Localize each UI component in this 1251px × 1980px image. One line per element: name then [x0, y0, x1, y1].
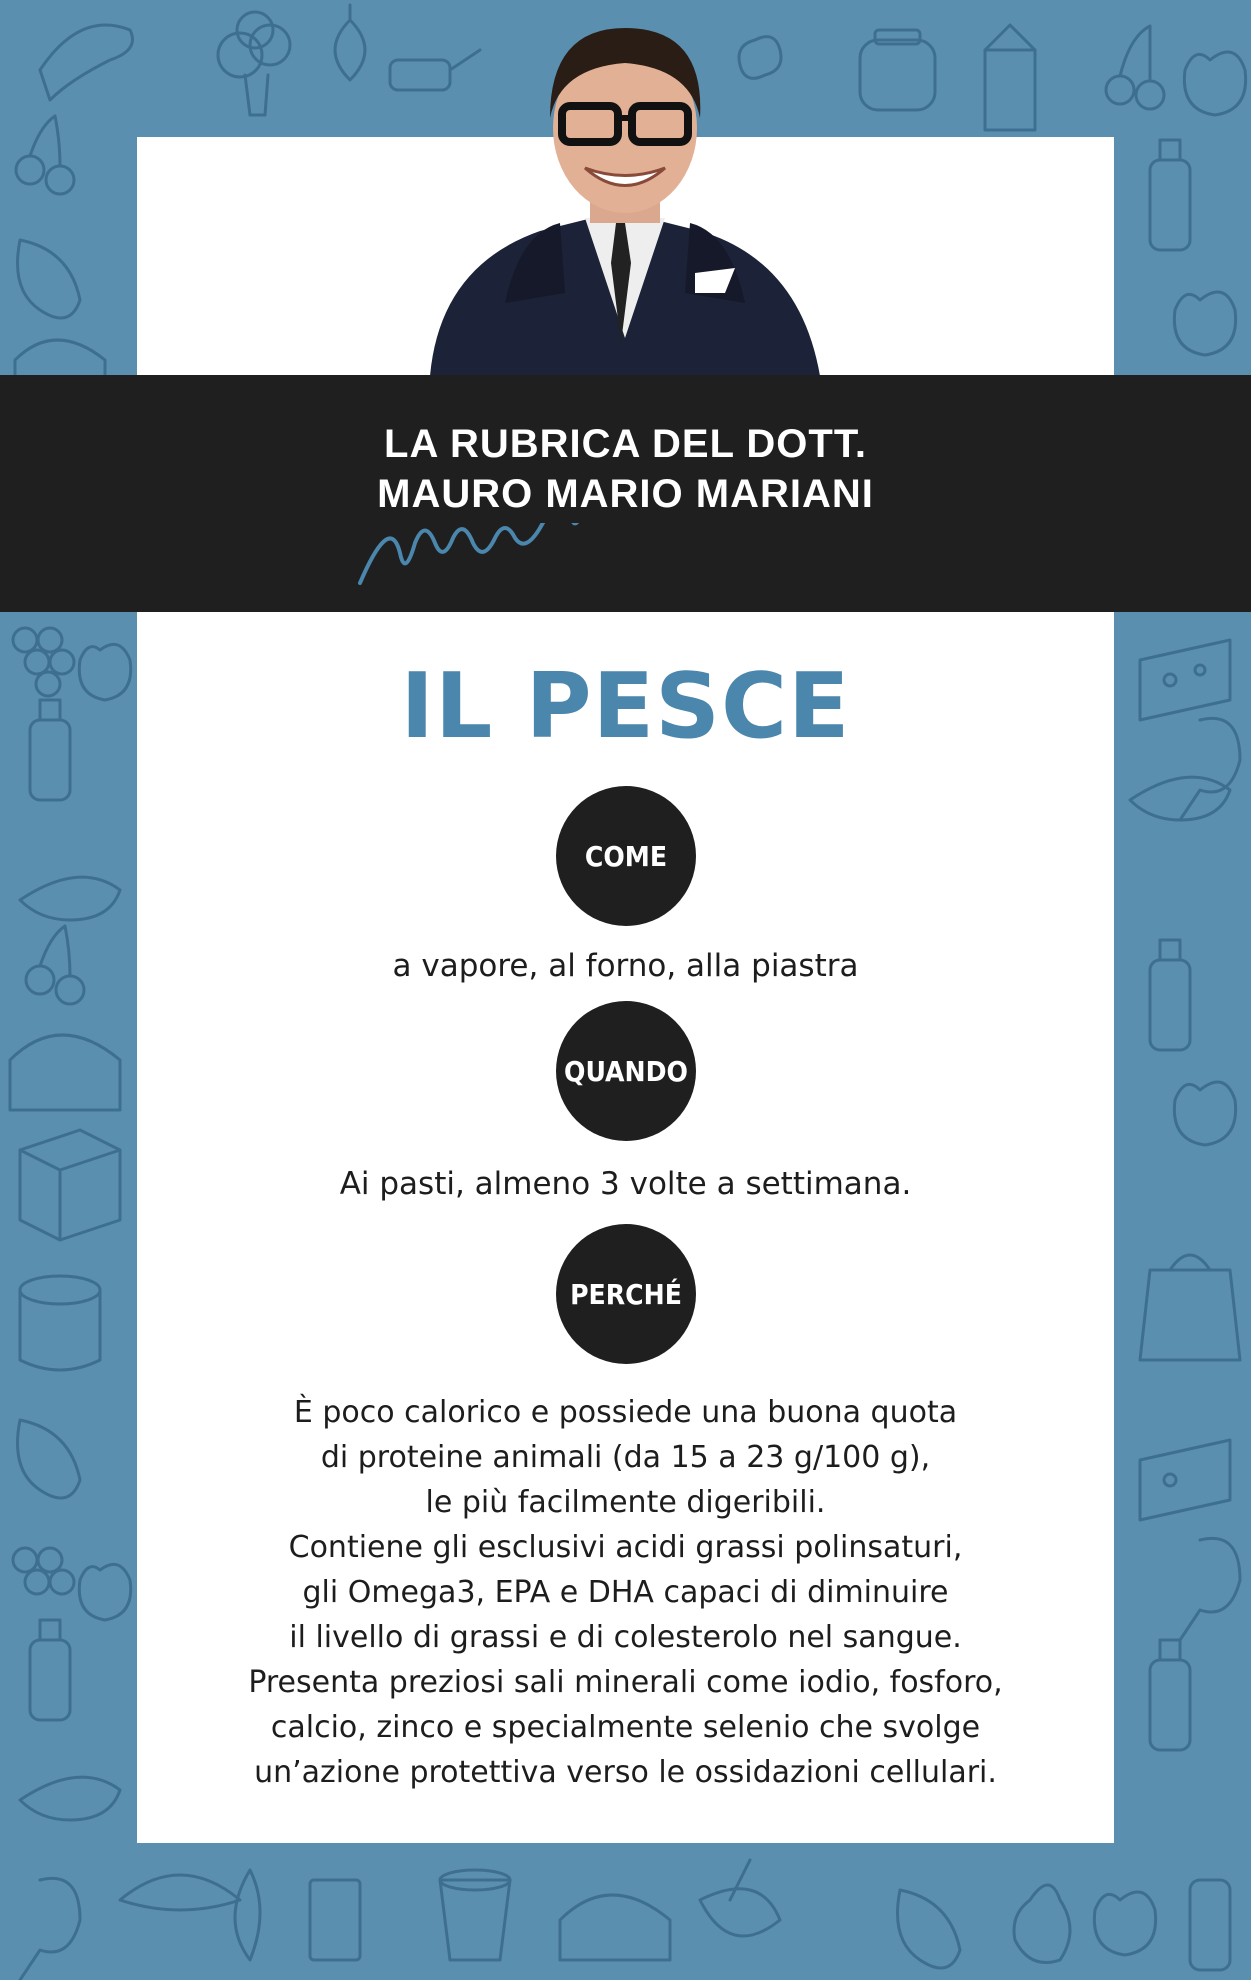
cherry-icon	[1106, 26, 1164, 109]
croissant-icon	[120, 1875, 240, 1910]
sausage-icon	[1130, 777, 1230, 820]
reason-line: Presenta preziosi sali minerali come iodio, fosforo,	[248, 1665, 1003, 1700]
reason-line: il livello di grassi e di colesterolo nel sangue.	[289, 1620, 962, 1655]
quando-badge	[556, 1001, 696, 1141]
apple-icon	[1184, 52, 1245, 115]
come-badge	[556, 786, 696, 926]
chicken-leg-icon	[1180, 1538, 1240, 1640]
apple-icon	[1094, 1892, 1155, 1955]
bag-icon	[1140, 1255, 1240, 1360]
pepper-icon	[898, 1890, 961, 1968]
pepper-icon	[18, 1420, 81, 1498]
bottle-icon	[1150, 140, 1190, 250]
jar-icon	[860, 30, 935, 110]
bread-icon	[560, 1895, 670, 1960]
apple-icon	[1174, 292, 1235, 355]
cheese-icon	[1140, 1440, 1230, 1520]
cherry-icon	[26, 926, 84, 1004]
milk-carton-icon	[985, 25, 1035, 130]
column-title-line2: MAURO MARIO MARIANI	[377, 472, 874, 516]
oil-bottle-icon	[30, 1620, 70, 1720]
sausage-icon	[20, 877, 120, 920]
apple-icon	[79, 1564, 130, 1620]
eggplant-icon	[235, 1870, 260, 1960]
broccoli-icon	[218, 12, 290, 115]
sausage-icon	[40, 25, 133, 100]
come-badge-label: COME	[584, 839, 668, 873]
reason-line: calcio, zinco e specialmente selenio che svolge	[270, 1710, 981, 1745]
oil-bottle-icon	[30, 700, 70, 800]
column-title-line1: LA RUBRICA DEL DOTT.	[384, 422, 867, 466]
perche-badge-label: PERCHÉ	[570, 1277, 682, 1311]
sausage-icon	[20, 1777, 120, 1820]
grapes-icon	[13, 628, 74, 696]
grapes-icon	[13, 1548, 74, 1594]
chicken-leg-icon	[20, 1878, 80, 1980]
apple-icon	[1174, 1082, 1235, 1145]
yogurt-icon	[440, 1870, 510, 1960]
bottle-icon	[1150, 1640, 1190, 1750]
page-title: IL PESCE	[400, 654, 851, 759]
quando-answer: Ai pasti, almeno 3 volte a settimana.	[339, 1166, 912, 1202]
come-answer: a vapore, al forno, alla piastra	[392, 948, 859, 984]
reason-line: È poco calorico e possiede una buona quota	[293, 1395, 958, 1430]
reason-line: un’azione protettiva verso le ossidazioni cellulari.	[254, 1755, 997, 1790]
pepper-icon	[18, 240, 81, 318]
header-band	[0, 375, 1251, 612]
perche-badge	[556, 1224, 696, 1364]
carton-icon	[310, 1880, 360, 1960]
box-icon	[20, 1130, 120, 1240]
bottle-icon	[1190, 1880, 1230, 1970]
apple-icon	[79, 644, 130, 700]
reason-line: di proteine animali (da 15 a 23 g/100 g),	[320, 1440, 931, 1475]
onion-icon	[335, 5, 365, 80]
chicken-leg-icon	[1180, 718, 1240, 820]
perche-answer	[137, 1390, 1114, 1795]
reason-line: gli Omega3, EPA e DHA capaci di diminuire	[302, 1575, 949, 1610]
pear-icon	[1014, 1885, 1070, 1963]
quando-badge-label: QUANDO	[564, 1054, 688, 1088]
reason-line: le più facilmente digeribili.	[425, 1485, 826, 1520]
can-icon	[20, 1276, 100, 1370]
loaf-icon	[10, 1035, 120, 1110]
author-signature	[352, 523, 900, 593]
corn-icon	[700, 1860, 780, 1936]
author-portrait	[410, 18, 840, 376]
cheese-icon	[1140, 640, 1230, 720]
reason-line: Contiene gli esclusivi acidi grassi polinsaturi,	[288, 1530, 963, 1565]
bottle-icon	[1150, 940, 1190, 1050]
cherry-icon	[16, 116, 74, 194]
